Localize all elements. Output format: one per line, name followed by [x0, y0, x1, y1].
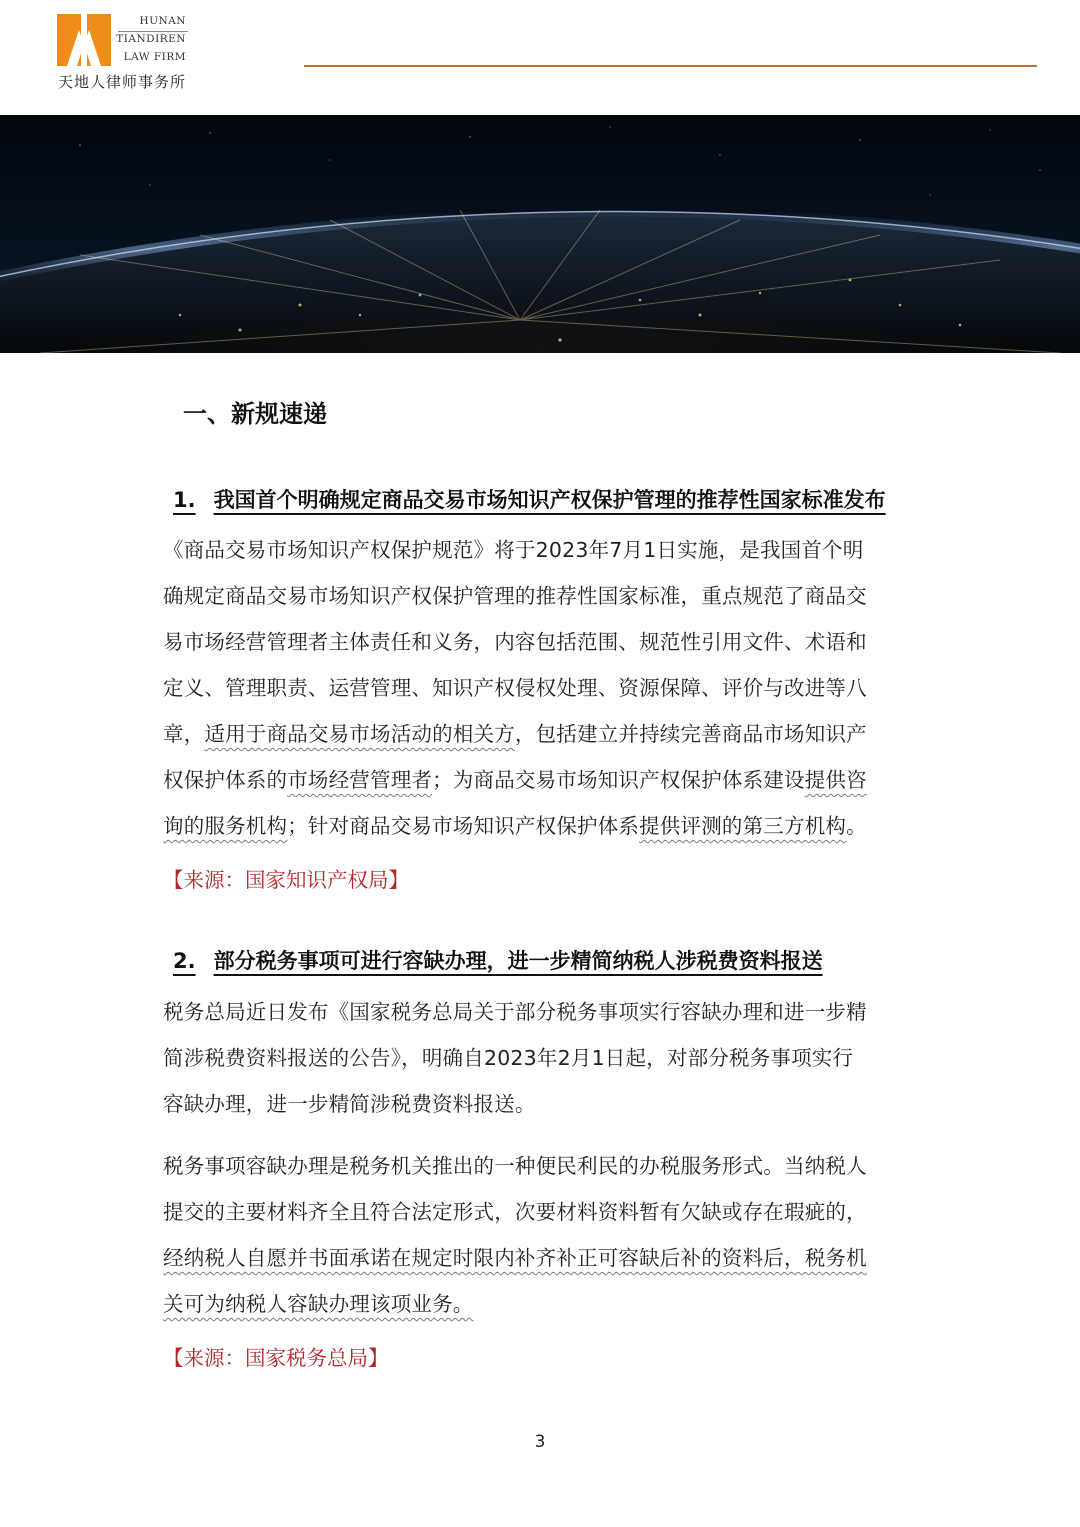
- item2-source: 【来源：国家税务总局】: [163, 1346, 389, 1370]
- item1-line6: [163, 757, 923, 803]
- item1-line1: 《商品交易市场知识产权保护规范》将于2023年7月1日实施，是我国首个明: [163, 538, 864, 562]
- item1-line6-underlined2: 提供咨: [804, 768, 867, 792]
- item2-p2-line1: 税务事项容缺办理是税务机关推出的一种便民利民的办税服务形式。当纳税人: [163, 1154, 867, 1178]
- item1-title: [173, 484, 886, 514]
- item1-title-text: 我国首个明确规定商品交易市场知识产权保护管理的推荐性国家标准发布: [213, 488, 886, 512]
- item2-paragraph1: [163, 989, 923, 1127]
- item1-line5-underlined: 适用于商品交易市场活动的相关方: [204, 722, 515, 746]
- banner-image: [0, 115, 1080, 353]
- item1-number: 1.: [173, 488, 196, 512]
- header-rule: [304, 65, 1037, 67]
- page-number: 3: [534, 1432, 546, 1452]
- earth-night-lights-image: [0, 115, 1080, 353]
- item2-number: 2.: [173, 949, 196, 973]
- item1-line7-underlined: 询的服务机构: [163, 814, 288, 838]
- item2-p2-line4: [163, 1281, 923, 1327]
- firm-logo-icon: [57, 14, 111, 66]
- logo-divider: [118, 31, 188, 32]
- item1-line5-post: ，包括建立并持续完善商品市场知识产: [514, 722, 867, 746]
- item2-p2-underlined2: 关可为纳税人容缺办理该项业务。: [163, 1292, 474, 1316]
- item1-paragraph: [163, 527, 923, 849]
- item1-line2: 确规定商品交易市场知识产权保护管理的推荐性国家标准，重点规范了商品交: [163, 584, 867, 608]
- item1-line7-underlined2: 提供评测的第三方机构: [639, 814, 847, 838]
- firm-en-line1: HUNAN: [139, 15, 186, 27]
- item1-line7-mid: ；针对商品交易市场知识产权保护体系: [287, 814, 640, 838]
- item1-line5: [163, 711, 923, 757]
- item2-p2-line2: 提交的主要材料齐全且符合法定形式，次要材料资料暂有欠缺或存在瑕疵的，: [163, 1200, 867, 1224]
- item1-line3: 易市场经营管理者主体责任和义务，内容包括范围、规范性引用文件、术语和: [163, 630, 867, 654]
- item2-paragraph2: [163, 1143, 923, 1327]
- firm-en-line2: TIANDIREN: [116, 33, 186, 45]
- item1-line7: [163, 803, 923, 849]
- item2-p1-line2: 简涉税费资料报送的公告》，明确自2023年2月1日起，对部分税务事项实行: [163, 1046, 854, 1070]
- item1-source: 【来源：国家知识产权局】: [163, 868, 409, 892]
- item2-p2-line3: [163, 1235, 923, 1281]
- section-title: 一、新规速递: [183, 400, 327, 428]
- firm-name-chinese: 天地人律师事务所: [58, 73, 187, 91]
- item1-line7-post: 。: [846, 814, 867, 838]
- item2-title: [173, 945, 823, 975]
- firm-en-line3: LAW FIRM: [123, 51, 186, 63]
- item2-p1-line3: 容缺办理，进一步精简涉税费资料报送。: [163, 1092, 536, 1116]
- item1-line6-pre: 权保护体系的: [163, 768, 288, 792]
- item1-line6-mid: ；为商品交易市场知识产权保护体系建设: [432, 768, 805, 792]
- page-header: [0, 0, 1080, 100]
- item1-line6-underlined: 市场经营管理者: [287, 768, 433, 792]
- item2-p1-line1: 税务总局近日发布《国家税务总局关于部分税务事项实行容缺办理和进一步精: [163, 1000, 867, 1024]
- firm-name-english: [116, 12, 186, 66]
- item1-line4: 定义、管理职责、运营管理、知识产权侵权处理、资源保障、评价与改进等八: [163, 676, 867, 700]
- item2-p2-underlined1: 经纳税人自愿并书面承诺在规定时限内补齐补正可容缺后补的资料后，税务机: [163, 1246, 867, 1270]
- item1-line5-pre: 章，: [163, 722, 205, 746]
- item2-title-text: 部分税务事项可进行容缺办理，进一步精简纳税人涉税费资料报送: [213, 949, 823, 973]
